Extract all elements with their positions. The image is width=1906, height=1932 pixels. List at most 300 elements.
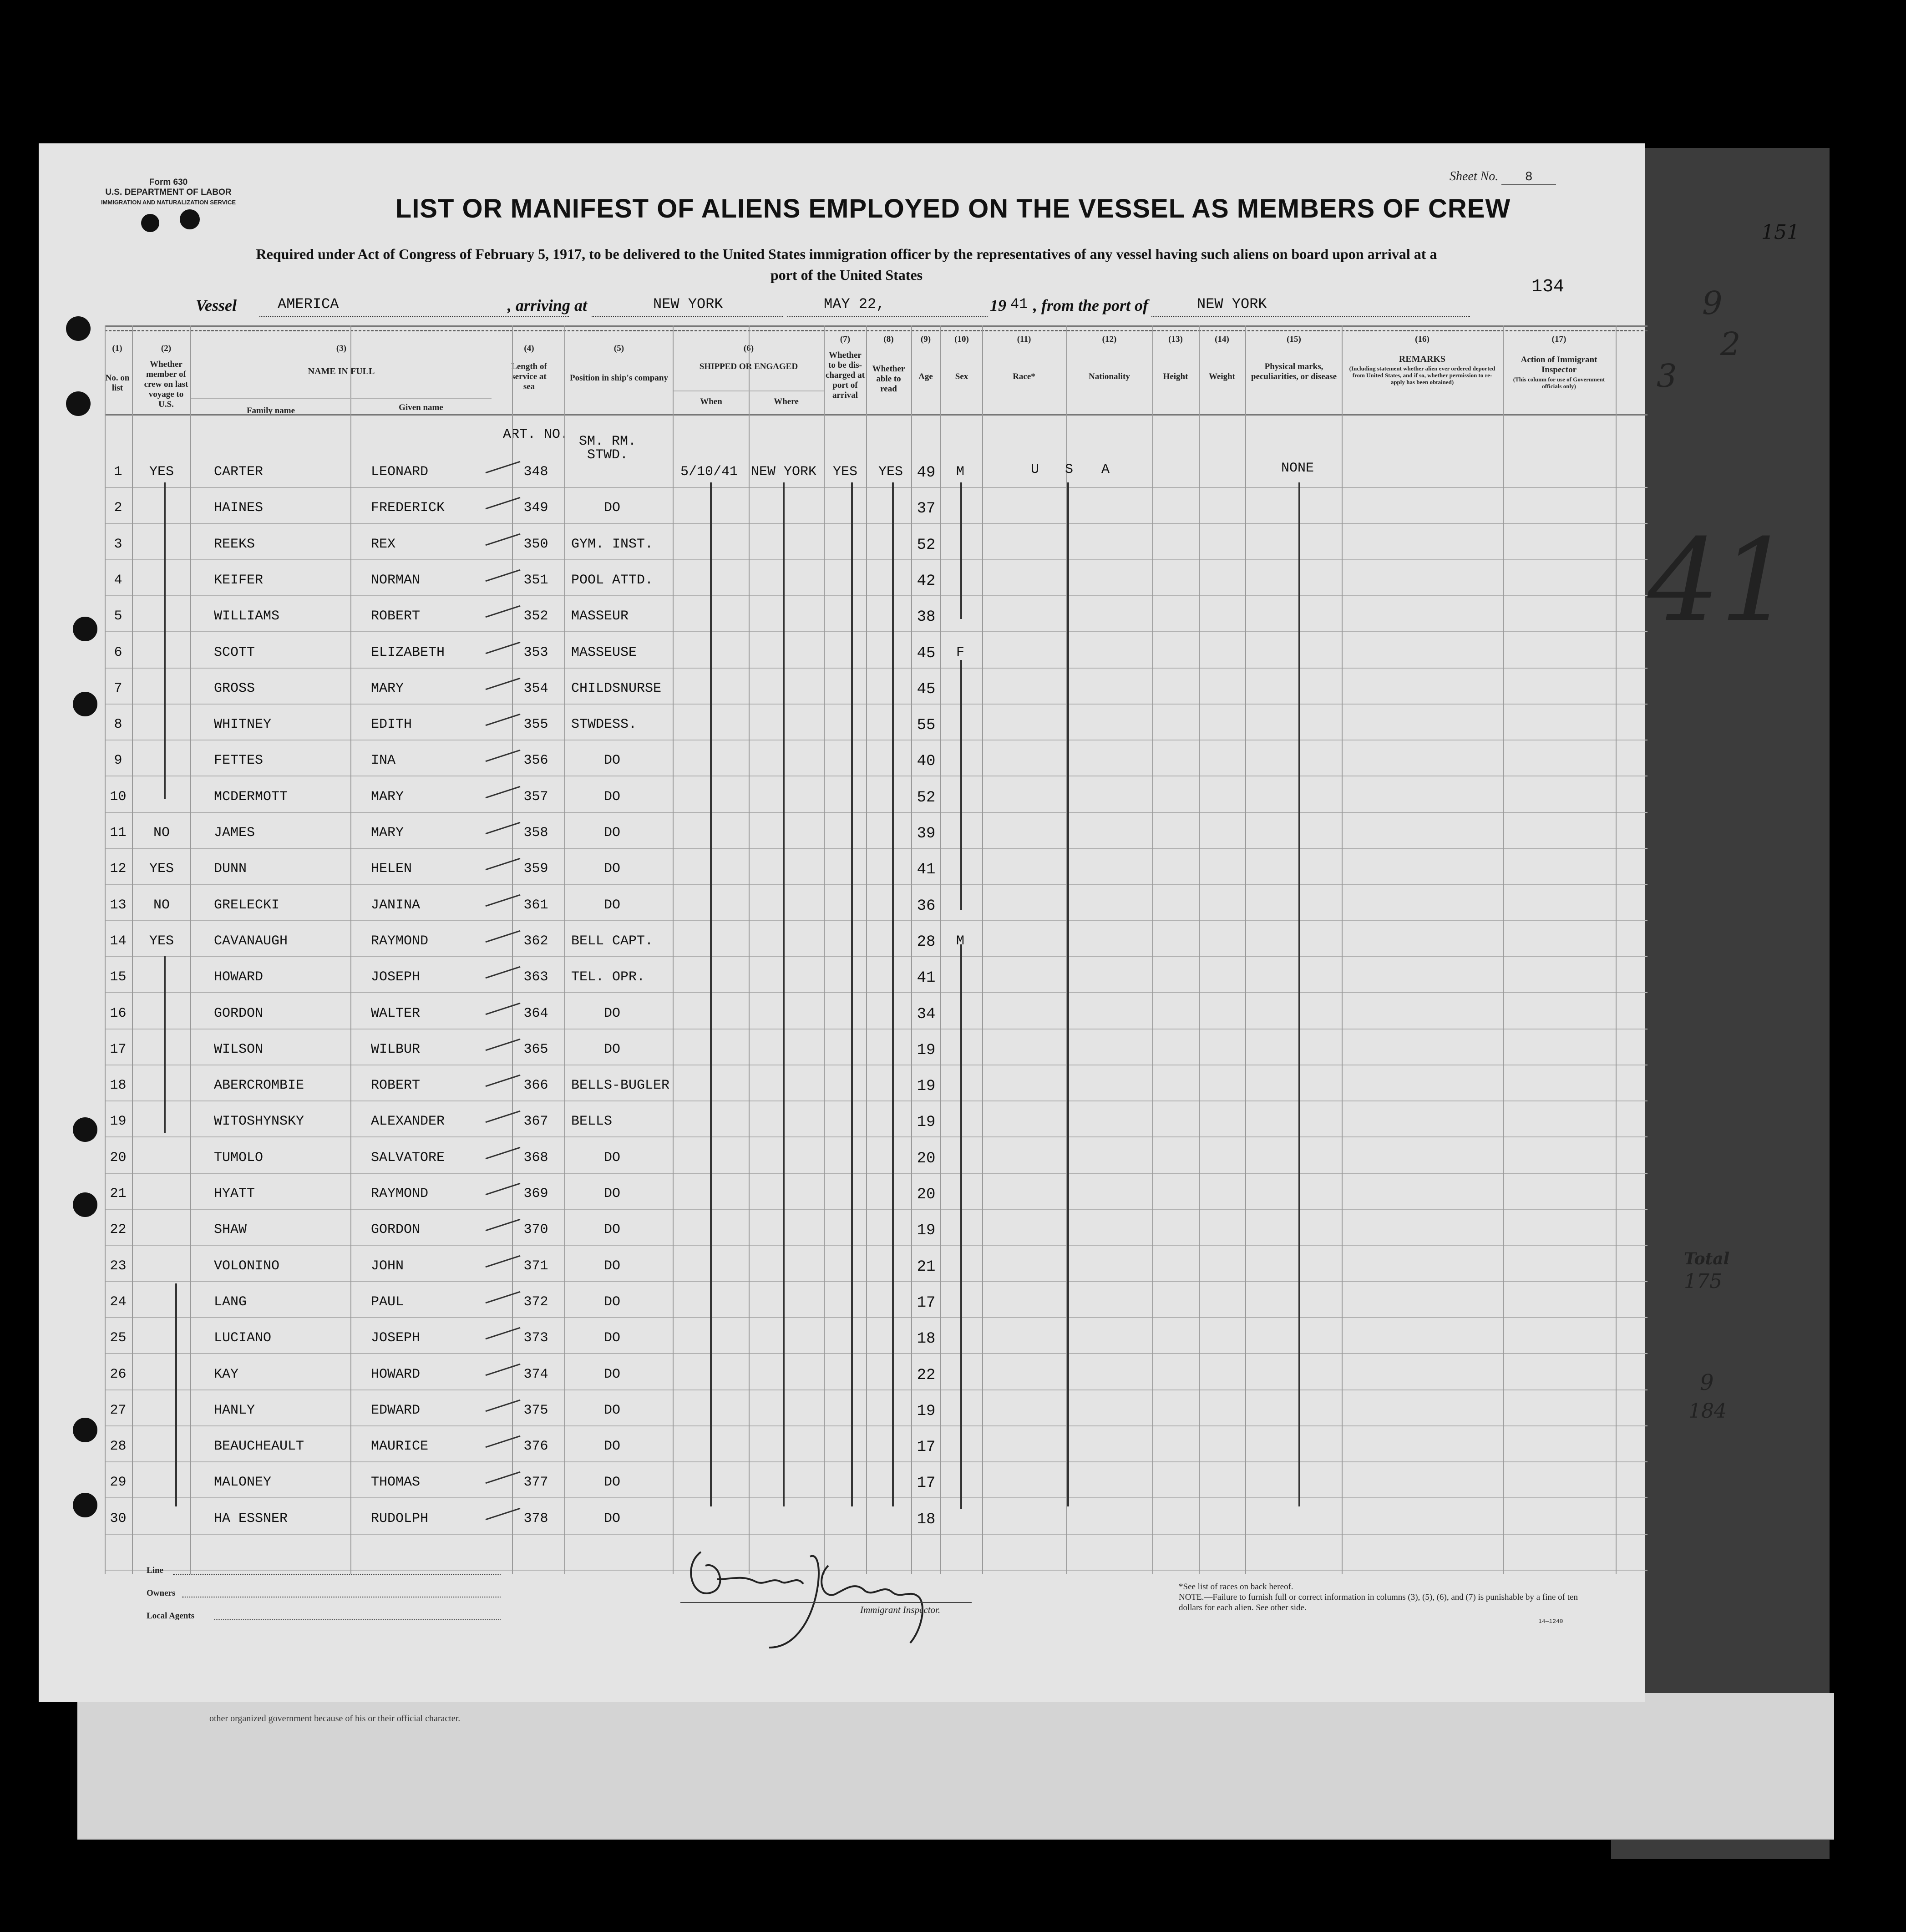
position: BELLS <box>571 1114 613 1129</box>
family-name: REEKS <box>214 537 255 552</box>
family-name: BEAUCHEAULT <box>214 1439 304 1454</box>
art-number: 351 <box>523 573 548 588</box>
column-number: (9) <box>920 335 931 344</box>
column-header-no: No. on list <box>105 373 130 393</box>
grid-rule <box>105 414 1647 416</box>
column-number: (13) <box>1168 335 1183 344</box>
family-name: CAVANAUGH <box>214 933 288 949</box>
column-header-given-name: Given name <box>399 403 443 412</box>
art-number: 354 <box>523 681 548 696</box>
row-number: 4 <box>114 573 122 588</box>
grid-rule <box>105 1100 1647 1101</box>
margin-note: 184 <box>1688 1400 1727 1423</box>
family-name: VOLONINO <box>214 1258 280 1274</box>
age: 22 <box>917 1367 936 1384</box>
age: 45 <box>917 681 936 698</box>
column-header-position: Position in ship's company <box>570 373 668 383</box>
margin-note: 9 <box>1702 284 1723 322</box>
position: DO <box>603 1222 620 1237</box>
row-number: 21 <box>110 1186 127 1202</box>
arriving-port: NEW YORK <box>653 296 723 313</box>
age: 19 <box>917 1078 936 1095</box>
given-name: SALVATORE <box>371 1150 445 1166</box>
margin-note-large: 41 <box>1647 514 1793 647</box>
age: 21 <box>917 1258 936 1276</box>
ditto-stroke <box>175 1283 177 1506</box>
given-name: REX <box>371 537 396 552</box>
art-number: 367 <box>523 1114 548 1129</box>
family-name: LUCIANO <box>214 1330 272 1346</box>
binder-hole <box>73 1117 97 1142</box>
art-number: 369 <box>523 1186 548 1202</box>
perforation-line <box>105 330 1647 333</box>
page-number: 134 <box>1531 277 1565 297</box>
given-name: MAURICE <box>371 1439 429 1454</box>
family-name: HA ESSNER <box>214 1511 288 1526</box>
column-header-remarks: REMARKS <box>1399 354 1446 364</box>
binder-hole <box>73 617 97 641</box>
position: TEL. OPR. <box>571 969 645 985</box>
age: 19 <box>917 1403 936 1420</box>
family-name: HAINES <box>214 500 264 516</box>
family-name: GRELECKI <box>214 898 280 913</box>
given-name: ELIZABETH <box>371 645 445 660</box>
row-number: 26 <box>110 1367 127 1382</box>
art-number: 374 <box>523 1367 548 1382</box>
age: 52 <box>917 537 936 554</box>
position: DO <box>603 500 620 516</box>
age: 17 <box>917 1439 936 1456</box>
art-number: 363 <box>523 969 548 985</box>
age: 28 <box>917 933 936 951</box>
position: DO <box>603 1439 620 1454</box>
column-header-where: Where <box>774 397 799 406</box>
row-number: 6 <box>114 645 122 660</box>
underlying-sheet-bottom <box>77 1693 1834 1840</box>
ditto-stroke <box>892 482 894 1506</box>
age: 19 <box>917 1114 936 1131</box>
age: 20 <box>917 1186 936 1203</box>
grid-column-rule <box>824 325 825 1574</box>
given-name: RAYMOND <box>371 933 429 949</box>
column-header-weight: Weight <box>1208 372 1236 381</box>
age: 19 <box>917 1222 936 1239</box>
age: 36 <box>917 898 936 915</box>
row-number: 12 <box>110 861 127 877</box>
column-number: (10) <box>954 335 969 344</box>
art-number: 365 <box>523 1042 548 1057</box>
department-name: U.S. DEPARTMENT OF LABOR <box>105 188 232 197</box>
given-name: MARY <box>371 825 404 841</box>
art-number: 368 <box>523 1150 548 1166</box>
signature-line <box>680 1602 972 1603</box>
position: DO <box>603 861 620 877</box>
given-name: INA <box>371 753 396 768</box>
given-name: EDWARD <box>371 1403 421 1418</box>
vessel-label: Vessel <box>196 296 237 314</box>
grid-rule <box>105 631 1647 632</box>
given-name: WILBUR <box>371 1042 421 1057</box>
age: 49 <box>917 464 936 482</box>
ditto-stroke <box>710 482 712 1506</box>
column-number: (17) <box>1551 335 1566 344</box>
side-sheet-number: 151 <box>1761 221 1800 244</box>
previous-voyage: NO <box>153 825 170 841</box>
local-agents-label: Local Agents <box>147 1611 195 1621</box>
position: DO <box>603 1150 620 1166</box>
grid-rule <box>105 559 1647 560</box>
family-name: SHAW <box>214 1222 247 1237</box>
family-name: CARTER <box>214 464 264 480</box>
given-name: ROBERT <box>371 1078 421 1093</box>
family-name: HYATT <box>214 1186 255 1202</box>
binder-hole <box>73 1418 97 1442</box>
family-name: MCDERMOTT <box>214 789 288 805</box>
inspector-label: Immigrant Inspector. <box>860 1604 941 1615</box>
margin-note: 9 <box>1700 1370 1714 1395</box>
row-number: 23 <box>110 1258 127 1274</box>
position: DO <box>603 1042 620 1057</box>
grid-rule <box>105 1497 1647 1498</box>
grid-rule <box>105 1281 1647 1282</box>
grid-rule <box>674 390 824 391</box>
grid-column-rule <box>866 325 867 1574</box>
position: POOL ATTD. <box>571 573 654 588</box>
art-number: 348 <box>523 464 548 480</box>
art-number: 377 <box>523 1475 548 1490</box>
column-number: (3) <box>336 344 347 353</box>
grid-column-rule <box>1245 325 1246 1574</box>
family-name: HOWARD <box>214 969 264 985</box>
art-number: 361 <box>523 898 548 913</box>
column-number: (14) <box>1215 335 1229 344</box>
row-number: 3 <box>114 537 122 552</box>
column-number: (8) <box>883 335 894 344</box>
family-name: DUNN <box>214 861 247 877</box>
art-number: 355 <box>523 717 548 732</box>
given-name: RAYMOND <box>371 1186 429 1202</box>
ditto-stroke <box>1298 482 1300 1506</box>
family-name: WHITNEY <box>214 717 272 732</box>
row-number: 1 <box>114 464 122 480</box>
age: 39 <box>917 825 936 842</box>
vessel-name: AMERICA <box>278 296 339 313</box>
column-header-shipped: SHIPPED OR ENGAGED <box>699 362 798 371</box>
grid-rule <box>105 1389 1647 1390</box>
row-number: 5 <box>114 609 122 624</box>
family-name: LANG <box>214 1294 247 1310</box>
grid-rule <box>105 1534 1647 1535</box>
column-header-sex: Sex <box>955 372 968 381</box>
position: GYM. INST. <box>571 537 654 552</box>
column-header-nationality: Nationality <box>1089 372 1130 381</box>
arrival-date: MAY 22, <box>824 296 885 313</box>
year-suffix: 41 <box>1010 296 1028 313</box>
grid-rule <box>191 398 492 399</box>
shipped-when: 5/10/41 <box>680 464 738 480</box>
margin-total-label: Total <box>1684 1249 1730 1268</box>
from-port: NEW YORK <box>1197 296 1267 313</box>
discharged-value: YES <box>833 464 858 480</box>
shipped-where: NEW YORK <box>751 464 817 480</box>
row-number: 28 <box>110 1439 127 1454</box>
given-name: FREDERICK <box>371 500 445 516</box>
given-name: ROBERT <box>371 609 421 624</box>
binder-hole <box>66 316 91 341</box>
given-name: PAUL <box>371 1294 404 1310</box>
column-header-height: Height <box>1163 372 1188 381</box>
grid-rule <box>105 1425 1647 1426</box>
given-name: NORMAN <box>371 573 421 588</box>
grid-rule <box>105 956 1647 957</box>
age: 19 <box>917 1042 936 1059</box>
row-number: 30 <box>110 1511 127 1526</box>
given-name: THOMAS <box>371 1475 421 1490</box>
row-number: 19 <box>110 1114 127 1129</box>
grid-column-rule <box>564 325 565 1574</box>
age: 17 <box>917 1294 936 1312</box>
row-number: 10 <box>110 789 127 805</box>
ditto-stroke <box>960 660 962 910</box>
column-number: (11) <box>1017 335 1031 344</box>
age: 38 <box>917 609 936 626</box>
grid-rule <box>105 487 1647 488</box>
grid-column-rule <box>350 325 351 1574</box>
family-name: MALONEY <box>214 1475 272 1490</box>
agents-underline <box>214 1619 501 1620</box>
column-header-inspector-action: Action of Immigrant Inspector <box>1521 355 1597 375</box>
position: DO <box>603 1294 620 1310</box>
age: 18 <box>917 1511 936 1528</box>
arriving-label: , arriving at <box>507 296 588 314</box>
row-number: 29 <box>110 1475 127 1490</box>
row-number: 17 <box>110 1042 127 1057</box>
inspector-signature <box>674 1538 956 1657</box>
column-number: (6) <box>743 344 754 353</box>
art-number: 362 <box>523 933 548 949</box>
grid-rule <box>105 668 1647 669</box>
position-header-entry: SM. RM. STWD. <box>578 434 637 463</box>
margin-note: 2 <box>1720 325 1741 363</box>
voyage-line <box>196 296 1470 319</box>
position: DO <box>603 1403 620 1418</box>
subtitle-line-2: port of the United States <box>770 267 923 283</box>
arriving-underline <box>592 316 783 317</box>
grid-rule <box>105 704 1647 705</box>
grid-rule <box>105 1173 1647 1174</box>
position: DO <box>603 1006 620 1021</box>
ditto-stroke <box>164 482 166 799</box>
column-number: (4) <box>524 344 534 353</box>
art-number: 376 <box>523 1439 548 1454</box>
ditto-stroke <box>1067 482 1069 1506</box>
form-code: 14—1240 <box>1538 1618 1563 1625</box>
age: 34 <box>917 1006 936 1023</box>
age: 18 <box>917 1330 936 1348</box>
grid-column-rule <box>673 325 674 1574</box>
column-header-age: Age <box>918 372 933 381</box>
ditto-stroke <box>851 482 853 1506</box>
art-number: 366 <box>523 1078 548 1093</box>
row-number: 20 <box>110 1150 127 1166</box>
position: BELL CAPT. <box>571 933 654 949</box>
grid-rule <box>105 920 1647 921</box>
ditto-stroke <box>164 956 166 1133</box>
art-number: 349 <box>523 500 548 516</box>
position: CHILDSNURSE <box>571 681 662 696</box>
position: STWDESS. <box>571 717 637 732</box>
family-name: KEIFER <box>214 573 264 588</box>
age: 17 <box>917 1475 936 1492</box>
given-name: WALTER <box>371 1006 421 1021</box>
grid-rule <box>105 595 1647 596</box>
physical-marks-value: NONE <box>1281 461 1314 476</box>
family-name: WILLIAMS <box>214 609 280 624</box>
age: 41 <box>917 969 936 987</box>
row-number: 9 <box>114 753 122 768</box>
row-number: 2 <box>114 500 122 516</box>
position: DO <box>603 898 620 913</box>
age: 45 <box>917 645 936 662</box>
family-name: TUMOLO <box>214 1150 264 1166</box>
form-number: Form 630 <box>149 177 188 187</box>
column-header-race: Race* <box>1013 372 1035 381</box>
line-underline <box>173 1574 501 1575</box>
row-number: 16 <box>110 1006 127 1021</box>
position: DO <box>603 1186 620 1202</box>
given-name: JOSEPH <box>371 969 421 985</box>
previous-voyage: YES <box>149 861 174 877</box>
art-number: 372 <box>523 1294 548 1310</box>
row-number: 14 <box>110 933 127 949</box>
family-name: JAMES <box>214 825 255 841</box>
art-number: 364 <box>523 1006 548 1021</box>
column-header-discharged: Whether to be dis-charged at port of arrival <box>825 350 865 400</box>
row-number: 24 <box>110 1294 127 1310</box>
from-port-underline <box>1151 316 1470 317</box>
from-port-label: , from the port of <box>1033 296 1149 314</box>
grid-column-rule <box>512 325 513 1574</box>
grid-rule <box>105 523 1647 524</box>
grid-column-rule <box>190 325 191 1574</box>
family-name: WILSON <box>214 1042 264 1057</box>
art-number: 359 <box>523 861 548 877</box>
footnote-penalty: NOTE.—Failure to furnish full or correct information in columns (3), (5), (6), and (7) is punishable by a fine of ten dollars for each alien. See other side. <box>1179 1592 1578 1613</box>
given-name: MARY <box>371 681 404 696</box>
art-number: 373 <box>523 1330 548 1346</box>
column-header-remarks-detail: (Including statement whether alien ever ordered deported from United States, and if so, whether permission to re-apply has been obtained) <box>1349 365 1495 385</box>
position: DO <box>603 825 620 841</box>
column-number: (1) <box>112 344 122 353</box>
age: 20 <box>917 1150 936 1167</box>
grid-rule <box>105 1317 1647 1318</box>
age: 40 <box>917 753 936 770</box>
footnote <box>1179 1582 1588 1613</box>
service-name: IMMIGRATION AND NATURALIZATION SERVICE <box>101 199 236 206</box>
sex: F <box>956 645 964 660</box>
owners-label: Owners <box>147 1588 176 1598</box>
grid-column-rule <box>982 325 983 1574</box>
art-number: 370 <box>523 1222 548 1237</box>
grid-column-rule <box>1616 325 1617 1574</box>
ditto-stroke <box>960 944 962 1509</box>
given-name: JANINA <box>371 898 421 913</box>
line-label: Line <box>147 1566 163 1575</box>
subtitle-line-1: Required under Act of Congress of February 5, 1917, to be delivered to the United States immigration officer by the representatives of any vessel having such aliens on board upon arrival at a <box>256 246 1437 262</box>
age: 55 <box>917 717 936 734</box>
family-name: GROSS <box>214 681 255 696</box>
given-name: MARY <box>371 789 404 805</box>
grid-rule <box>105 1461 1647 1462</box>
grid-rule <box>105 884 1647 885</box>
column-header-name: NAME IN FULL <box>308 366 375 376</box>
bottom-strip-text: other organized government because of his or their official character. <box>209 1714 461 1724</box>
given-name: LEONARD <box>371 464 429 480</box>
margin-note: 3 <box>1657 357 1677 395</box>
grid-rule <box>105 992 1647 993</box>
given-name: GORDON <box>371 1222 421 1237</box>
row-number: 18 <box>110 1078 127 1093</box>
given-name: ALEXANDER <box>371 1114 445 1129</box>
date-underline <box>787 316 988 317</box>
nationality-value-b: A <box>1101 462 1110 477</box>
column-number: (7) <box>840 335 851 344</box>
vessel-underline <box>259 316 569 317</box>
row-number: 27 <box>110 1403 127 1418</box>
position: DO <box>603 789 620 805</box>
column-header-able-to-read: Whether able to read <box>872 364 905 394</box>
art-number: 378 <box>523 1511 548 1526</box>
row-number: 13 <box>110 898 127 913</box>
grid-rule <box>105 848 1647 849</box>
column-number: (5) <box>613 344 624 353</box>
binder-hole <box>73 692 97 716</box>
given-name: HOWARD <box>371 1367 421 1382</box>
year-prefix: 19 <box>990 296 1006 314</box>
column-header-family-name: Family name <box>246 406 295 416</box>
row-number: 15 <box>110 969 127 985</box>
sheet-number-field <box>1450 169 1556 185</box>
grid-column-rule <box>940 325 941 1574</box>
previous-voyage: YES <box>149 464 174 480</box>
grid-rule <box>105 1353 1647 1354</box>
position: DO <box>603 753 620 768</box>
family-name: WITOSHYNSKY <box>214 1114 304 1129</box>
art-number: 352 <box>523 609 548 624</box>
row-number: 25 <box>110 1330 127 1346</box>
art-number: 358 <box>523 825 548 841</box>
column-header-inspector-detail: (This column for use of Government officials only) <box>1513 376 1605 390</box>
column-header-physical-marks: Physical marks, peculiarities, or disease <box>1251 362 1337 381</box>
column-number: (15) <box>1287 335 1301 344</box>
grid-column-rule <box>1503 325 1504 1574</box>
grid-column-rule <box>1199 325 1200 1574</box>
family-name: KAY <box>214 1367 239 1382</box>
grid-column-rule <box>1152 325 1153 1574</box>
given-name: EDITH <box>371 717 412 732</box>
sex: M <box>956 933 964 949</box>
position: MASSEUR <box>571 609 629 624</box>
position: DO <box>603 1367 620 1382</box>
family-name: ABERCROMBIE <box>214 1078 304 1093</box>
binder-hole <box>73 1192 97 1217</box>
position: DO <box>603 1330 620 1346</box>
sheet-label: Sheet No. <box>1450 169 1499 183</box>
family-name: HANLY <box>214 1403 255 1418</box>
position: BELLS-BUGLER <box>571 1078 670 1093</box>
binder-hole <box>73 1493 97 1517</box>
age: 37 <box>917 500 936 517</box>
